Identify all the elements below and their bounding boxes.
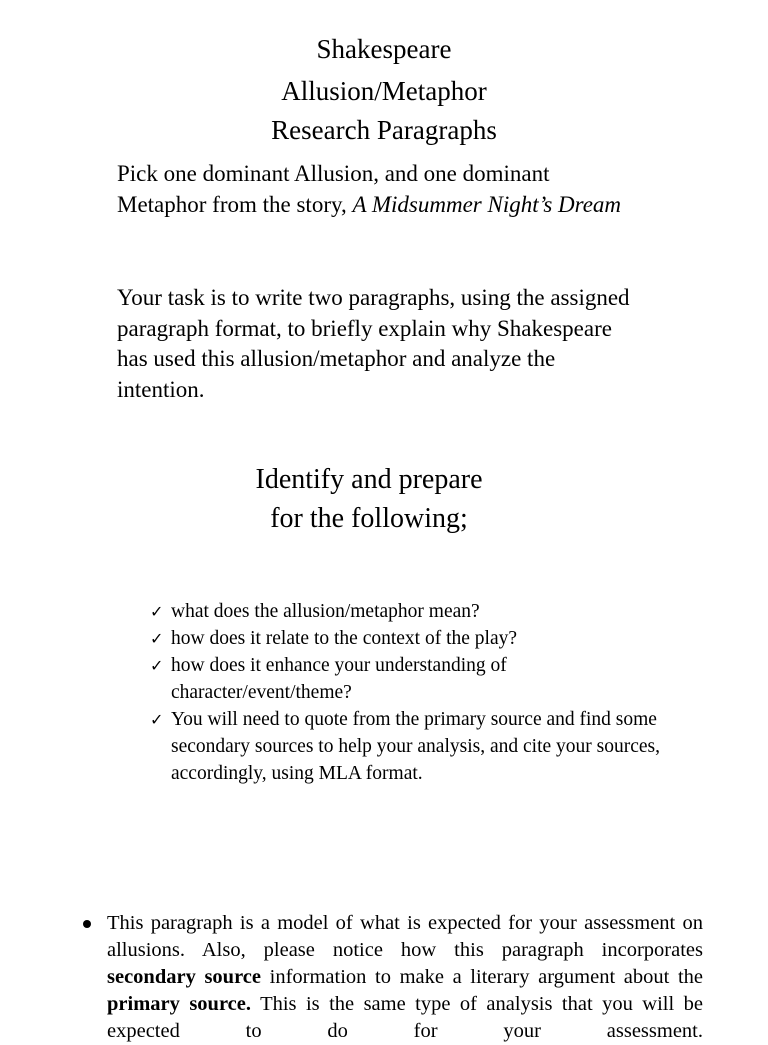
model-paragraph [83,910,703,1045]
title-line-1: Shakespeare [316,34,452,64]
checklist-item-text: how does it enhance your understanding of character/event/theme? [171,655,507,703]
checklist [150,598,690,787]
model-text-b: information to make a literary argument about the [261,966,703,988]
model-paragraph-body [107,910,703,1045]
intro-paragraph-2: Your task is to write two paragraphs, using the assigned paragraph format, to briefly explain why Shakespeare has used this allusion/metaphor and analyze the intention. [117,285,630,402]
title-line-3: Research Paragraphs [271,115,497,145]
model-text-c: This is the same type of analysis that you will be expected to do for your assessment. [107,993,703,1042]
checklist-item [150,706,690,787]
checklist-item [150,625,690,652]
checklist-item-text: what does the allusion/metaphor mean? [171,601,480,622]
primary-source-term: primary source. [107,993,251,1015]
model-text-a: This paragraph is a model of what is expected for your assessment on allusions. Also, please notice how this paragraph incorporates [107,912,703,961]
section-heading-line-1: Identify and prepare [255,464,483,495]
intro-paragraph-1 [117,159,637,220]
checklist-item [150,652,690,706]
section-heading-line-2: for the following; [270,503,468,534]
play-title: A Midsummer Night’s Dream [352,191,622,217]
checkmark-icon: ✓ [150,602,164,621]
checklist-item-text: how does it relate to the context of the play? [171,628,518,649]
checkmark-icon: ✓ [150,710,164,729]
checkmark-icon: ✓ [150,629,164,648]
bullet-icon [83,920,91,928]
checkmark-icon: ✓ [150,656,164,675]
intro-text: Pick one dominant Allusion, and one dominant Metaphor from the story, [117,161,550,217]
secondary-source-term: secondary source [107,966,261,988]
title-line-2: Allusion/Metaphor [281,76,487,106]
checklist-item-text: You will need to quote from the primary source and find some secondary sources to help your analysis, and cite your sources, accordingly, using MLA format. [171,709,660,784]
checklist-item [150,598,690,625]
